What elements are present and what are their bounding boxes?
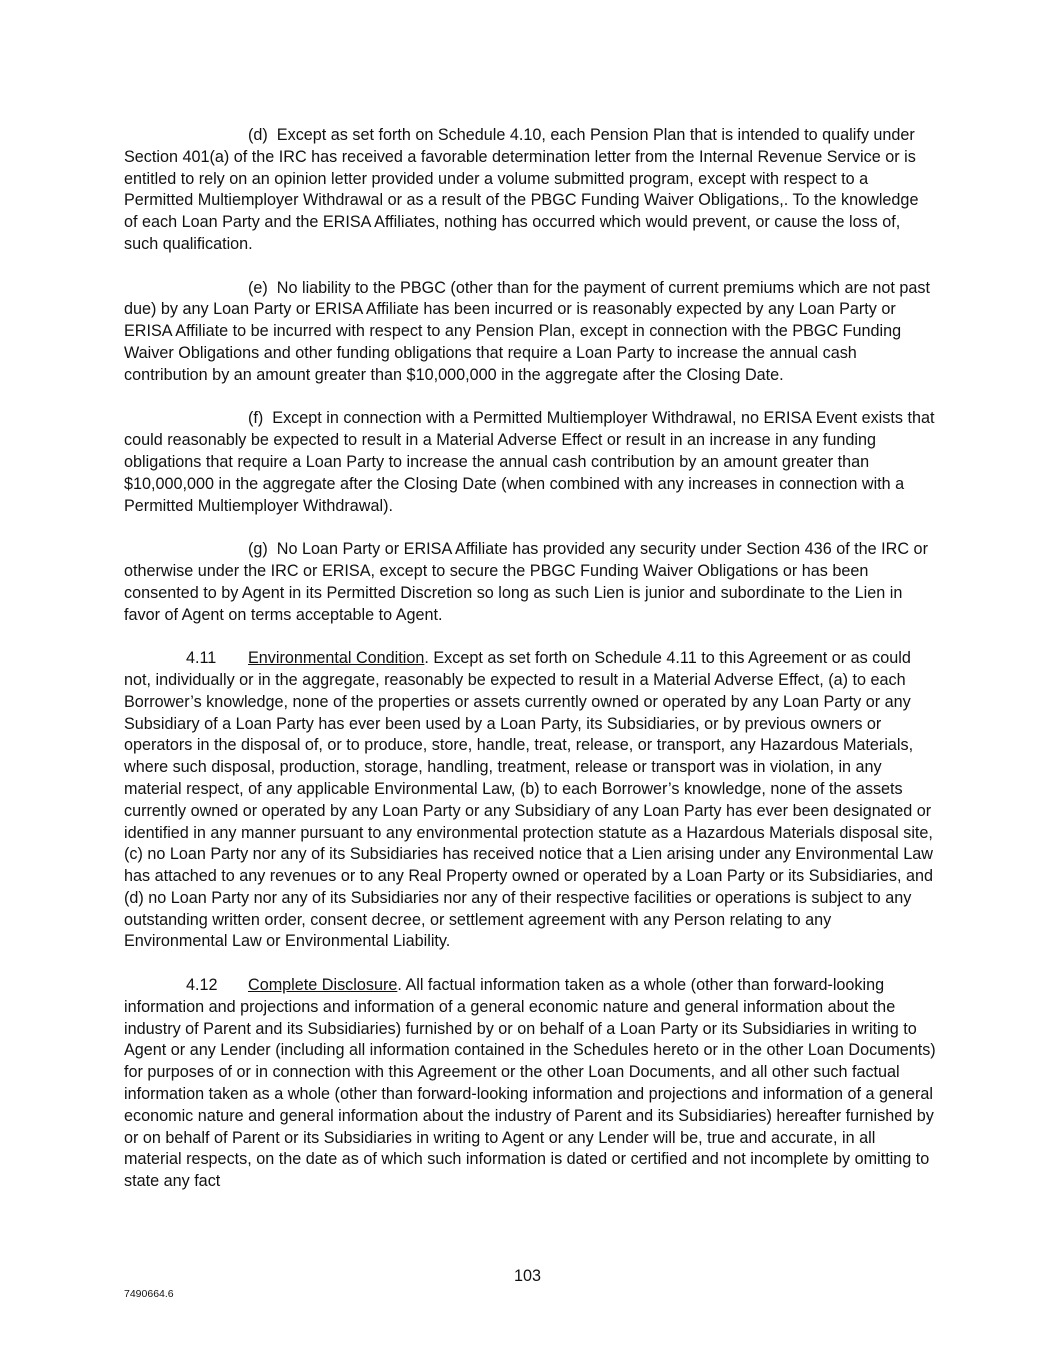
section-heading: Complete Disclosure xyxy=(248,976,398,995)
section-text: . All factual information taken as a whole (other than forward-looking information and projections and information of a general economic nature and general information about the industry of Parent and its Subsidiaries) furnished by or on behalf of a Loan Party or its Subsidiaries in writing to Agent or any Lender (including all information contained in the Schedules hereto or in the other Loan Documents) for purposes of or in connection with this Agreement or the other Loan Documents, and all other such factual information taken as a whole (other than forward-looking information and projections and information of a general economic nature and general information about the industry of Parent and its Subsidiaries) hereafter furnished by or on behalf of Parent or its Subsidiaries in writing to Agent or any Lender will be, true and accurate, in all material respects, on the date as of which such information is dated or certified and not incomplete by omitting to state any fact xyxy=(124,976,936,1191)
section-text: . Except as set forth on Schedule 4.11 to this Agreement or as could not, individually or in the aggregate, reasonably be expected to result in a Material Adverse Effect, (a) to each Borrower’s knowledge, none of the properties or assets currently owned or operated by any Loan Party or any Subsidiary of a Loan Party has ever been used by a Loan Party, its Subsidiaries, or by previous owners or operators in the disposal of, or to produce, store, handle, treat, release, or transport, any Hazardous Materials, where such disposal, production, storage, handling, treatment, release or transport was in violation, in any material respect, of any applicable Environmental Law, (b) to each Borrower’s knowledge, none of the assets currently owned or operated by any Loan Party or any Subsidiary of any Loan Party has ever been designated or identified in any manner pursuant to any environmental protection statute as a Hazardous Materials disposal site, (c) no Loan Party nor any of its Subsidiaries has received notice that a Lien arising under any Environmental Law has attached to any revenues or to any Real Property owned or operated by a Loan Party or its Subsidiaries, and (d) no Loan Party nor any of its Subsidiaries nor any of their respective facilities or operations is subject to any outstanding written order, consent decree, or settlement agreement with any Person relating to any Environmental Law or Environmental Liability. xyxy=(124,649,933,951)
section-4-12 xyxy=(124,975,936,1193)
page-number: 103 xyxy=(513,1267,541,1285)
section-number: 4.11 xyxy=(186,649,217,668)
paragraph-g xyxy=(124,539,936,626)
paragraph-d xyxy=(124,125,936,256)
paragraph-text: No liability to the PBGC (other than for the payment of current premiums which are not past due) by any Loan Party or ERISA Affiliate has been incurred or is reasonably expected by any Loan Party or ERISA Affiliate to be incurred with respect to any Pension Plan, except in connection with the PBGC Funding Waiver Obligations and other funding obligations that require a Loan Party to increase the annual cash contribution by an amount greater than $10,000,000 in the aggregate after the Closing Date. xyxy=(124,278,930,384)
paragraph-f xyxy=(124,408,936,517)
paragraph-label: (d) xyxy=(248,126,268,144)
paragraph-text: Except as set forth on Schedule 4.10, each Pension Plan that is intended to qualify under Section 401(a) of the IRC has received a favorable determination letter from the Internal Revenue Service or is entitled to rely on an opinion letter provided under a volume submitted program, except with respect to a Permitted Multiemployer Withdrawal or as a result of the PBGC Funding Waiver Obligations,. To the knowledge of each Loan Party and the ERISA Affiliates, nothing has occurred which would prevent, or cause the loss of, such qualification. xyxy=(124,126,919,253)
paragraph-text: Except in connection with a Permitted Multiemployer Withdrawal, no ERISA Event exists that could reasonably be expected to result in a Material Adverse Effect or result in an increase in any funding obligations that require a Loan Party to increase the annual cash contribution by an amount greater than $10,000,000 in the aggregate after the Closing Date (when combined with any increases in connection with a Permitted Multiemployer Withdrawal). xyxy=(124,409,935,515)
body-text xyxy=(124,125,936,1215)
paragraph-label: (e) xyxy=(248,278,268,297)
paragraph-e xyxy=(124,278,936,387)
paragraph-text: No Loan Party or ERISA Affiliate has provided any security under Section 436 of the IRC or otherwise under the IRC or ERISA, except to secure the PBGC Funding Waiver Obligations or has been consented to by Agent in its Permitted Discretion so long as such Lien is junior and subordinate to the Lien in favor of Agent on terms acceptable to Agent. xyxy=(124,540,928,624)
section-heading: Environmental Condition xyxy=(248,649,425,668)
section-4-11 xyxy=(124,648,936,953)
paragraph-label: (f) xyxy=(248,409,264,428)
paragraph-label: (g) xyxy=(248,540,268,559)
document-id: 7490664.6 xyxy=(124,1288,174,1300)
section-number: 4.12 xyxy=(186,976,218,995)
